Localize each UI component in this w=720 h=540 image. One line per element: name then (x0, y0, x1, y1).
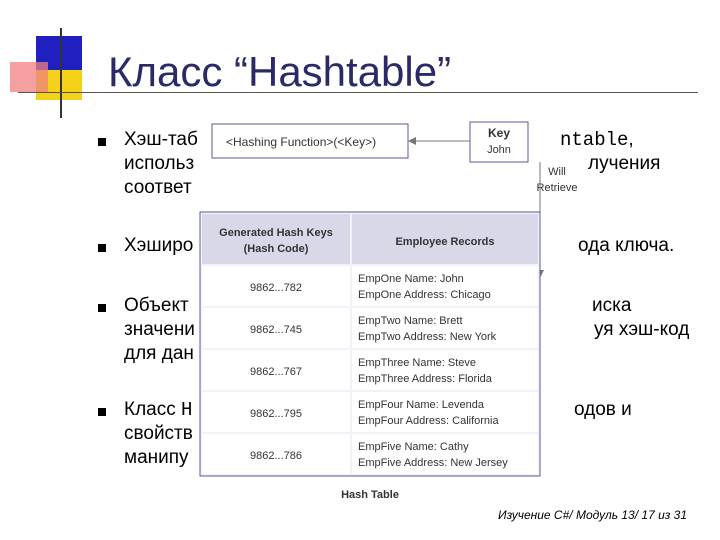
bullet-4-line-2: свойств (124, 423, 193, 444)
keys-header-cell (202, 214, 350, 264)
row-1-name: EmpOne Name: John (358, 273, 464, 285)
row-1-hash: 9862...782 (250, 282, 302, 294)
row-5-name: EmpFive Name: Cathy (358, 441, 469, 453)
row-2-hash: 9862...745 (250, 324, 302, 336)
bullet-4-tail: одов и (574, 399, 632, 420)
key-label: Key (487, 126, 511, 140)
bullet-2-line-1: Хэширо (124, 235, 194, 256)
records-header: Employee Records (395, 236, 495, 248)
bullet-4-lead: Класс (124, 399, 176, 420)
row-5-address: EmpFive Address: New Jersey (358, 457, 508, 469)
hash-table-caption: Hash Table (341, 489, 399, 501)
keys-header-line-2: (Hash Code) (243, 243, 309, 255)
row-3-address: EmpThree Address: Florida (358, 373, 492, 385)
row-1-address: EmpOne Address: Chicago (358, 289, 491, 301)
row-4-hash: 9862...795 (250, 408, 302, 420)
bullet-3-line-1: Объект (124, 295, 189, 316)
row-2-name: EmpTwo Name: Brett (358, 315, 463, 327)
row-1 (202, 266, 538, 306)
will-retrieve-line-2: Retrieve (536, 182, 578, 194)
row-4-address: EmpFour Address: California (358, 415, 499, 427)
row-3-hash: 9862...767 (250, 366, 302, 378)
hash-function-label: <Hashing Function>(<Key>) (226, 135, 377, 149)
will-retrieve-line-1: Will (548, 166, 566, 178)
row-3 (202, 350, 538, 390)
bullet-4-line-3: манипу (124, 447, 189, 468)
key-arrow-head (408, 137, 416, 145)
row-2 (202, 308, 538, 348)
bullet-2-tail: ода ключа. (578, 235, 675, 256)
bullet-1-line-3: соответ (124, 177, 192, 198)
row-5 (202, 434, 538, 474)
slide-footer: Изучение C#/ Модуль 13/ 17 из 31 (498, 508, 688, 522)
key-value: John (487, 144, 511, 156)
row-4-name: EmpFour Name: Levenda (358, 399, 484, 411)
row-3-name: EmpThree Name: Steve (358, 357, 476, 369)
bullet-1-line-1: Хэш-таб (124, 129, 198, 150)
bullet-3-line-2: значени (124, 319, 195, 340)
bullet-4-lead-code: H (181, 399, 193, 421)
bullet-1-tail-2: лучения (588, 153, 661, 174)
bullet-3-line-3: для дан (124, 343, 194, 364)
bullet-1-tail-comma: , (628, 129, 634, 150)
row-4 (202, 392, 538, 432)
keys-header-line-1: Generated Hash Keys (219, 227, 333, 239)
row-5-hash: 9862...786 (250, 450, 302, 462)
bullet-3-tail-2: уя хэш-код (594, 319, 690, 340)
bullet-3-tail: иска (592, 295, 632, 316)
slide-title: Класс “Hashtable” (108, 48, 452, 95)
row-2-address: EmpTwo Address: New York (358, 331, 497, 343)
bullet-1-tail-code: ntable (560, 129, 629, 151)
bullet-1-line-2: использ (124, 153, 195, 174)
